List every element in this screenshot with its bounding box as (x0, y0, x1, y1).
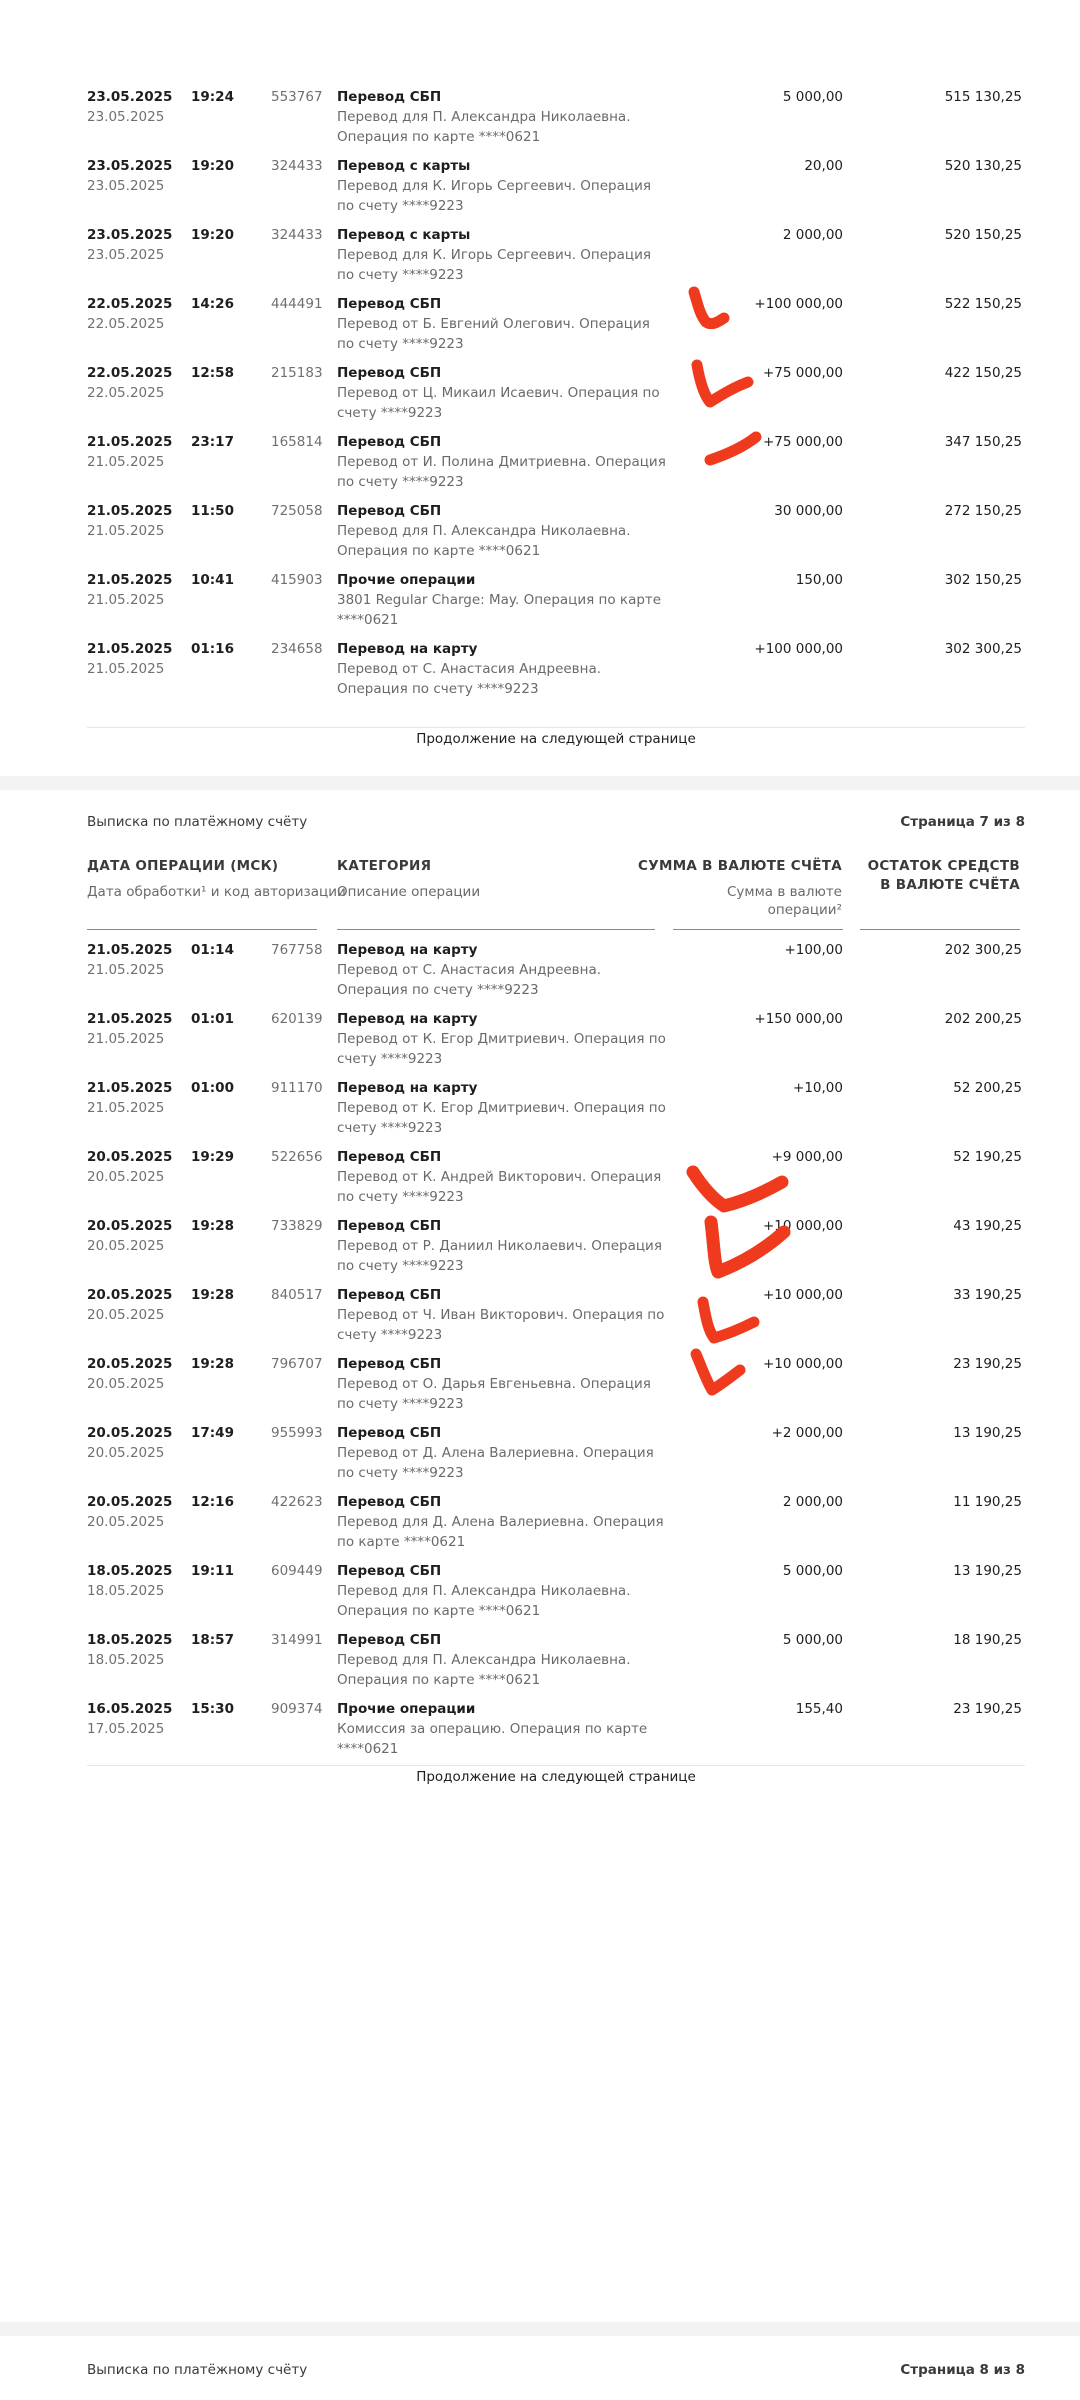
transaction-row (87, 1078, 1025, 1147)
transaction-time: 18:57 (191, 1632, 234, 1648)
transaction-category: Перевод на карту (337, 1011, 478, 1027)
transaction-row (87, 294, 1025, 363)
column-subheader-date: Дата обработки¹ и код авторизации (87, 884, 346, 900)
transaction-row (87, 1216, 1025, 1285)
transaction-time: 15:30 (191, 1701, 234, 1717)
processing-date: 21.05.2025 (87, 1100, 165, 1116)
transaction-time: 10:41 (191, 572, 234, 588)
authorization-code: 422623 (271, 1494, 323, 1510)
transaction-time: 11:50 (191, 503, 234, 519)
transaction-row (87, 156, 1025, 225)
transaction-time: 19:28 (191, 1218, 234, 1234)
continue-note: Продолжение на следующей странице (416, 1769, 696, 1785)
transaction-amount: 2 000,00 (782, 227, 843, 243)
column-header-date: ДАТА ОПЕРАЦИИ (МСК) (87, 858, 279, 874)
transaction-amount: +100 000,00 (754, 296, 843, 312)
transaction-date: 23.05.2025 (87, 227, 173, 243)
transaction-row (87, 1009, 1025, 1078)
account-balance: 272 150,25 (944, 503, 1022, 519)
transaction-category: Перевод СБП (337, 1149, 442, 1165)
transaction-time: 12:58 (191, 365, 234, 381)
authorization-code: 522656 (271, 1149, 323, 1165)
account-balance: 23 190,25 (953, 1701, 1022, 1717)
transaction-time: 19:11 (191, 1563, 234, 1579)
authorization-code: 234658 (271, 641, 323, 657)
transaction-category: Перевод СБП (337, 296, 442, 312)
transaction-category: Перевод на карту (337, 641, 478, 657)
transaction-date: 20.05.2025 (87, 1356, 173, 1372)
processing-date: 23.05.2025 (87, 178, 165, 194)
authorization-code: 553767 (271, 89, 323, 105)
authorization-code: 955993 (271, 1425, 323, 1441)
column-subheader-amount-line1: Сумма в валюте (727, 884, 842, 900)
column-rule-date (87, 929, 317, 930)
transaction-row (87, 1630, 1025, 1699)
account-balance: 33 190,25 (953, 1287, 1022, 1303)
account-balance: 11 190,25 (953, 1494, 1022, 1510)
transaction-time: 14:26 (191, 296, 234, 312)
transaction-date: 21.05.2025 (87, 1011, 173, 1027)
transaction-row (87, 225, 1025, 294)
transaction-amount: +10,00 (793, 1080, 843, 1096)
transaction-amount: +150 000,00 (754, 1011, 843, 1027)
transaction-row (87, 1285, 1025, 1354)
transaction-date: 20.05.2025 (87, 1218, 173, 1234)
page-divider (87, 1765, 1025, 1766)
transaction-amount: +2 000,00 (771, 1425, 843, 1441)
transaction-description: Перевод от О. Дарья Евгеньевна. Операция по счету ****9223 (337, 1376, 651, 1412)
transaction-description: Перевод от К. Егор Дмитриевич. Операция по счету ****9223 (337, 1100, 666, 1136)
page-number: Страница 8 из 8 (900, 2362, 1025, 2378)
transaction-date: 22.05.2025 (87, 365, 173, 381)
transaction-description: Перевод от И. Полина Дмитриевна. Операция по счету ****9223 (337, 454, 666, 490)
transaction-time: 01:16 (191, 641, 234, 657)
transaction-time: 01:14 (191, 942, 234, 958)
transaction-description: Перевод от К. Андрей Викторович. Операция по счету ****9223 (337, 1169, 662, 1205)
authorization-code: 767758 (271, 942, 323, 958)
transaction-amount: +10 000,00 (762, 1218, 843, 1234)
account-balance: 43 190,25 (953, 1218, 1022, 1234)
transaction-row (87, 87, 1025, 156)
account-balance: 302 150,25 (944, 572, 1022, 588)
transaction-description: Перевод для К. Игорь Сергеевич. Операция по счету ****9223 (337, 178, 651, 214)
transaction-row (87, 639, 1025, 708)
transaction-time: 01:01 (191, 1011, 234, 1027)
processing-date: 20.05.2025 (87, 1376, 165, 1392)
transaction-time: 19:20 (191, 227, 234, 243)
page-divider (87, 727, 1025, 728)
account-balance: 52 190,25 (953, 1149, 1022, 1165)
transaction-category: Перевод СБП (337, 365, 442, 381)
transaction-description: Перевод от К. Егор Дмитриевич. Операция по счету ****9223 (337, 1031, 666, 1067)
transaction-category: Перевод на карту (337, 942, 478, 958)
account-balance: 520 150,25 (944, 227, 1022, 243)
transaction-amount: 5 000,00 (782, 89, 843, 105)
transaction-row (87, 940, 1025, 1009)
account-balance: 23 190,25 (953, 1356, 1022, 1372)
transaction-date: 21.05.2025 (87, 1080, 173, 1096)
authorization-code: 609449 (271, 1563, 323, 1579)
transaction-description: Перевод от Ц. Микаил Исаевич. Операция по счету ****9223 (337, 385, 660, 421)
transaction-amount: 150,00 (795, 572, 843, 588)
account-balance: 18 190,25 (953, 1632, 1022, 1648)
statement-title: Выписка по платёжному счёту (87, 2362, 308, 2378)
continue-note: Продолжение на следующей странице (416, 731, 696, 747)
transaction-category: Перевод СБП (337, 1425, 442, 1441)
transaction-date: 20.05.2025 (87, 1149, 173, 1165)
column-rule-balance (860, 929, 1020, 930)
transaction-description: Перевод для П. Александра Николаевна. Операция по карте ****0621 (337, 1583, 631, 1619)
transaction-amount: +75 000,00 (762, 434, 843, 450)
transaction-category: Перевод СБП (337, 434, 442, 450)
transaction-category: Перевод СБП (337, 1287, 442, 1303)
processing-date: 18.05.2025 (87, 1583, 165, 1599)
transaction-date: 22.05.2025 (87, 296, 173, 312)
authorization-code: 733829 (271, 1218, 323, 1234)
transaction-time: 19:29 (191, 1149, 234, 1165)
transaction-date: 20.05.2025 (87, 1425, 173, 1441)
transaction-date: 20.05.2025 (87, 1287, 173, 1303)
transaction-amount: +100 000,00 (754, 641, 843, 657)
transaction-date: 20.05.2025 (87, 1494, 173, 1510)
transaction-amount: +10 000,00 (762, 1287, 843, 1303)
transaction-date: 21.05.2025 (87, 434, 173, 450)
authorization-code: 324433 (271, 158, 323, 174)
transaction-date: 23.05.2025 (87, 158, 173, 174)
transaction-date: 16.05.2025 (87, 1701, 173, 1717)
transaction-row (87, 432, 1025, 501)
transaction-description: Перевод от С. Анастасия Андреевна. Операция по счету ****9223 (337, 962, 602, 998)
transaction-description: Перевод от Р. Даниил Николаевич. Операция по счету ****9223 (337, 1238, 662, 1274)
transaction-description: Перевод от С. Анастасия Андреевна. Операция по счету ****9223 (337, 661, 602, 697)
transaction-description: Комиссия за операцию. Операция по карте ****0621 (337, 1721, 648, 1757)
transaction-row (87, 501, 1025, 570)
authorization-code: 324433 (271, 227, 323, 243)
column-header-balance-line1: ОСТАТОК СРЕДСТВ (867, 858, 1020, 874)
transaction-amount: 155,40 (795, 1701, 843, 1717)
transaction-category: Перевод СБП (337, 89, 442, 105)
account-balance: 13 190,25 (953, 1425, 1022, 1441)
authorization-code: 415903 (271, 572, 323, 588)
page-gap (0, 776, 1080, 790)
processing-date: 20.05.2025 (87, 1514, 165, 1530)
transaction-category: Перевод СБП (337, 1218, 442, 1234)
authorization-code: 444491 (271, 296, 323, 312)
page-gap (0, 2322, 1080, 2336)
processing-date: 20.05.2025 (87, 1169, 165, 1185)
account-balance: 515 130,25 (944, 89, 1022, 105)
transaction-description: Перевод от Б. Евгений Олегович. Операция по счету ****9223 (337, 316, 650, 352)
column-header-balance-line2: В ВАЛЮТЕ СЧЁТА (880, 877, 1020, 893)
transaction-date: 21.05.2025 (87, 572, 173, 588)
column-subheader-description: Описание операции (337, 884, 481, 900)
transaction-time: 19:24 (191, 89, 234, 105)
transaction-date: 18.05.2025 (87, 1563, 173, 1579)
authorization-code: 911170 (271, 1080, 323, 1096)
transaction-category: Перевод на карту (337, 1080, 478, 1096)
transaction-amount: +100,00 (784, 942, 843, 958)
processing-date: 20.05.2025 (87, 1307, 165, 1323)
account-balance: 522 150,25 (944, 296, 1022, 312)
authorization-code: 215183 (271, 365, 323, 381)
statement-page-7 (0, 790, 1080, 2330)
transaction-amount: 20,00 (804, 158, 843, 174)
processing-date: 20.05.2025 (87, 1445, 165, 1461)
transaction-description: Перевод для П. Александра Николаевна. Операция по карте ****0621 (337, 523, 631, 559)
transaction-row (87, 1561, 1025, 1630)
transaction-description: Перевод для П. Александра Николаевна. Операция по карте ****0621 (337, 109, 631, 145)
transaction-category: Перевод СБП (337, 503, 442, 519)
authorization-code: 165814 (271, 434, 323, 450)
transaction-category: Прочие операции (337, 572, 476, 588)
transaction-date: 21.05.2025 (87, 503, 173, 519)
transaction-row (87, 1423, 1025, 1492)
statement-title: Выписка по платёжному счёту (87, 814, 308, 830)
transaction-description: Перевод для К. Игорь Сергеевич. Операция по счету ****9223 (337, 247, 651, 283)
transaction-description: Перевод для Д. Алена Валериевна. Операция по карте ****0621 (337, 1514, 664, 1550)
account-balance: 202 200,25 (944, 1011, 1022, 1027)
transaction-row (87, 570, 1025, 639)
page-number: Страница 7 из 8 (900, 814, 1025, 830)
authorization-code: 909374 (271, 1701, 323, 1717)
processing-date: 21.05.2025 (87, 454, 165, 470)
account-balance: 13 190,25 (953, 1563, 1022, 1579)
processing-date: 22.05.2025 (87, 316, 165, 332)
processing-date: 18.05.2025 (87, 1652, 165, 1668)
account-balance: 202 300,25 (944, 942, 1022, 958)
account-balance: 347 150,25 (944, 434, 1022, 450)
transaction-amount: +9 000,00 (771, 1149, 843, 1165)
authorization-code: 620139 (271, 1011, 323, 1027)
transaction-description: Перевод от Д. Алена Валериевна. Операция по счету ****9223 (337, 1445, 654, 1481)
transaction-description: 3801 Regular Charge: May. Операция по карте ****0621 (337, 592, 662, 628)
transaction-row (87, 1354, 1025, 1423)
transaction-amount: 5 000,00 (782, 1632, 843, 1648)
transaction-category: Перевод СБП (337, 1356, 442, 1372)
processing-date: 23.05.2025 (87, 247, 165, 263)
processing-date: 21.05.2025 (87, 661, 165, 677)
processing-date: 22.05.2025 (87, 385, 165, 401)
transaction-time: 23:17 (191, 434, 234, 450)
transaction-row (87, 1699, 1025, 1768)
transaction-time: 19:20 (191, 158, 234, 174)
column-rule-amount (673, 929, 843, 930)
account-balance: 52 200,25 (953, 1080, 1022, 1096)
transaction-category: Перевод СБП (337, 1563, 442, 1579)
authorization-code: 840517 (271, 1287, 323, 1303)
transaction-description: Перевод от Ч. Иван Викторович. Операция по счету ****9223 (337, 1307, 665, 1343)
transaction-time: 17:49 (191, 1425, 234, 1441)
column-subheader-amount-line2: операции² (767, 902, 842, 918)
processing-date: 21.05.2025 (87, 962, 165, 978)
processing-date: 21.05.2025 (87, 1031, 165, 1047)
authorization-code: 314991 (271, 1632, 323, 1648)
transaction-time: 19:28 (191, 1287, 234, 1303)
processing-date: 20.05.2025 (87, 1238, 165, 1254)
authorization-code: 796707 (271, 1356, 323, 1372)
processing-date: 21.05.2025 (87, 523, 165, 539)
transaction-category: Перевод СБП (337, 1632, 442, 1648)
transaction-date: 21.05.2025 (87, 942, 173, 958)
statement-page-6 (0, 0, 1080, 776)
transaction-time: 19:28 (191, 1356, 234, 1372)
transaction-time: 12:16 (191, 1494, 234, 1510)
transaction-description: Перевод для П. Александра Николаевна. Операция по карте ****0621 (337, 1652, 631, 1688)
authorization-code: 725058 (271, 503, 323, 519)
transaction-date: 18.05.2025 (87, 1632, 173, 1648)
account-balance: 302 300,25 (944, 641, 1022, 657)
column-header-category: КАТЕГОРИЯ (337, 858, 432, 874)
processing-date: 17.05.2025 (87, 1721, 165, 1737)
transaction-amount: +75 000,00 (762, 365, 843, 381)
transaction-category: Перевод с карты (337, 158, 471, 174)
transaction-row (87, 1492, 1025, 1561)
transaction-category: Перевод с карты (337, 227, 471, 243)
transaction-amount: 5 000,00 (782, 1563, 843, 1579)
transaction-row (87, 1147, 1025, 1216)
transaction-amount: +10 000,00 (762, 1356, 843, 1372)
column-rule-category (337, 929, 655, 930)
statement-page-8 (0, 2336, 1080, 2400)
account-balance: 520 130,25 (944, 158, 1022, 174)
transaction-amount: 30 000,00 (774, 503, 843, 519)
transaction-category: Перевод СБП (337, 1494, 442, 1510)
transaction-time: 01:00 (191, 1080, 234, 1096)
processing-date: 21.05.2025 (87, 592, 165, 608)
transaction-amount: 2 000,00 (782, 1494, 843, 1510)
account-balance: 422 150,25 (944, 365, 1022, 381)
processing-date: 23.05.2025 (87, 109, 165, 125)
transaction-row (87, 363, 1025, 432)
transaction-date: 21.05.2025 (87, 641, 173, 657)
transaction-category: Прочие операции (337, 1701, 476, 1717)
transaction-date: 23.05.2025 (87, 89, 173, 105)
column-header-amount: СУММА В ВАЛЮТЕ СЧЁТА (638, 858, 842, 874)
